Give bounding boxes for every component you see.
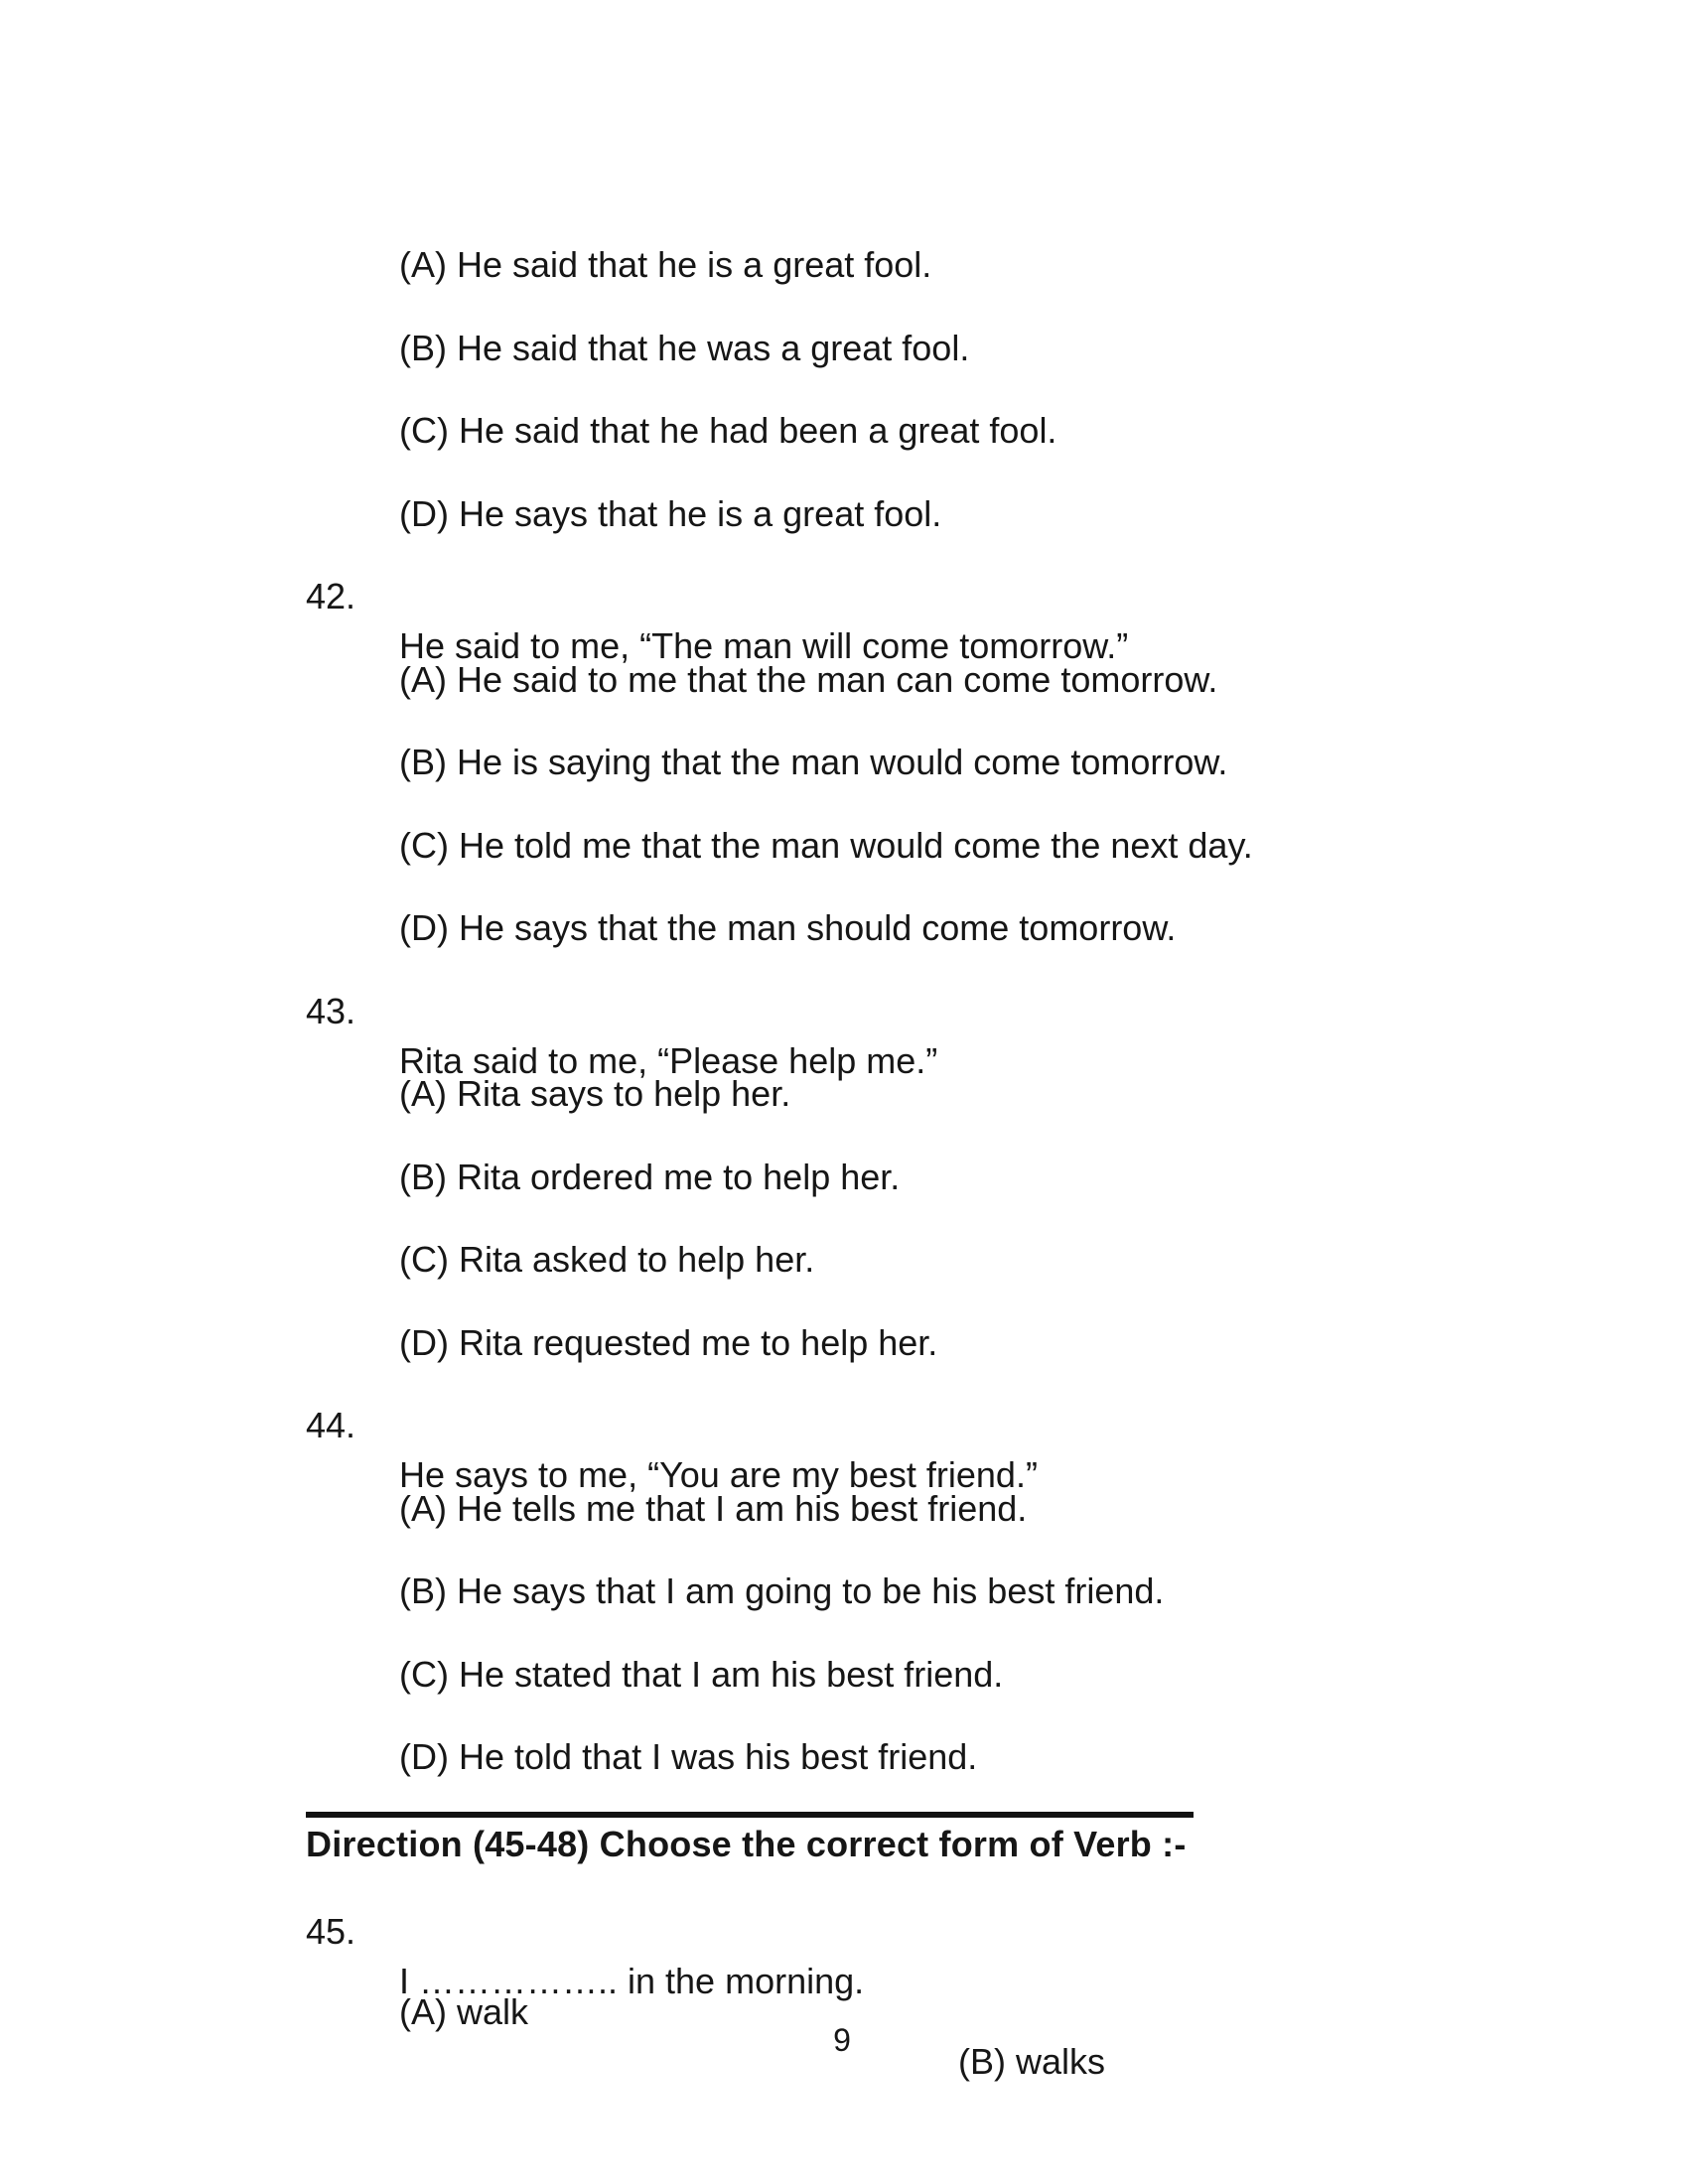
option-row [0, 1269, 1688, 1363]
option-label: (A) [399, 659, 447, 700]
option-label: (C) [399, 825, 449, 866]
page-number: 9 [833, 2022, 851, 2058]
question-number: 44. [306, 1405, 356, 1445]
option-label: (D) [399, 493, 449, 534]
option-row [0, 606, 1688, 700]
option-text: He says that I am going to be his best friend. [457, 1570, 1165, 1611]
option-row [0, 356, 1688, 451]
question-number: 43. [306, 991, 356, 1031]
question-row [0, 937, 1688, 1081]
option-text: He said to me that the man can come tomorrow. [457, 659, 1218, 700]
question-prompt: He says to me, “You are my best friend.” [399, 1454, 1038, 1495]
option-row [0, 1434, 1688, 1529]
option-label: (B) [399, 328, 447, 368]
question-prompt: He said to me, “The man will come tomorrow.” [399, 625, 1129, 666]
option-label: (A) [399, 244, 447, 285]
option-row [0, 440, 1688, 534]
option-text: He told that I was his best friend. [459, 1736, 978, 1777]
option-text: He stated that I am his best friend. [459, 1654, 1004, 1695]
option-text: He is saying that the man would come tomorrow. [457, 742, 1228, 782]
option-row [0, 854, 1688, 948]
option-text: Rita ordered me to help her. [457, 1157, 901, 1197]
option-row [0, 1683, 1688, 1777]
option-text: Rita says to help her. [457, 1073, 791, 1114]
option-text: He said that he was a great fool. [457, 328, 970, 368]
option-label: (A) [399, 1488, 447, 1529]
option-row [0, 1938, 1688, 2082]
heading-underline [306, 1812, 1194, 1818]
option-row [0, 1020, 1688, 1114]
option-row [0, 274, 1688, 368]
option-row [0, 688, 1688, 782]
option-row [0, 1185, 1688, 1280]
option-text: walks [1016, 2041, 1106, 2082]
option-label: (D) [399, 1736, 449, 1777]
option-label: (C) [399, 410, 449, 451]
question-row [0, 1351, 1688, 1495]
option-label: (B) [958, 2041, 1006, 2082]
question-number: 45. [306, 1911, 356, 1952]
option-text: He said that he is a great fool. [457, 244, 932, 285]
option-label: (D) [399, 1322, 449, 1363]
option-row [0, 1517, 1688, 1611]
option-text: He said that he had been a great fool. [459, 410, 1057, 451]
option-label: (B) [399, 742, 447, 782]
direction-heading: Direction (45-48) Choose the correct form of Verb :- [306, 1824, 1187, 1864]
option-label: (B) [399, 1157, 447, 1197]
option [399, 1987, 528, 2037]
option-text: Rita requested me to help her. [459, 1322, 938, 1363]
question-row [0, 1857, 1688, 2001]
option-row [0, 771, 1688, 866]
option-text: He says that the man should come tomorrow. [459, 907, 1177, 948]
question-prompt: I …………….. in the morning. [399, 1961, 865, 2001]
option-row [0, 1103, 1688, 1197]
option-label: (A) [399, 1991, 447, 2032]
option-text: He tells me that I am his best friend. [457, 1488, 1028, 1529]
question-number: 42. [306, 576, 356, 616]
option-label: (C) [399, 1239, 449, 1280]
option [958, 2037, 1105, 2087]
option-row [0, 1600, 1688, 1695]
option-label: (B) [399, 1570, 447, 1611]
option-row [0, 191, 1688, 285]
option-label: (C) [399, 1654, 449, 1695]
question-prompt: Rita said to me, “Please help me.” [399, 1040, 938, 1081]
question-row [0, 522, 1688, 666]
option-text: Rita asked to help her. [459, 1239, 815, 1280]
option-label: (D) [399, 907, 449, 948]
option-text: walk [457, 1991, 529, 2032]
option-text: He says that he is a great fool. [459, 493, 942, 534]
option-label: (A) [399, 1073, 447, 1114]
option-text: He told me that the man would come the next day. [459, 825, 1253, 866]
